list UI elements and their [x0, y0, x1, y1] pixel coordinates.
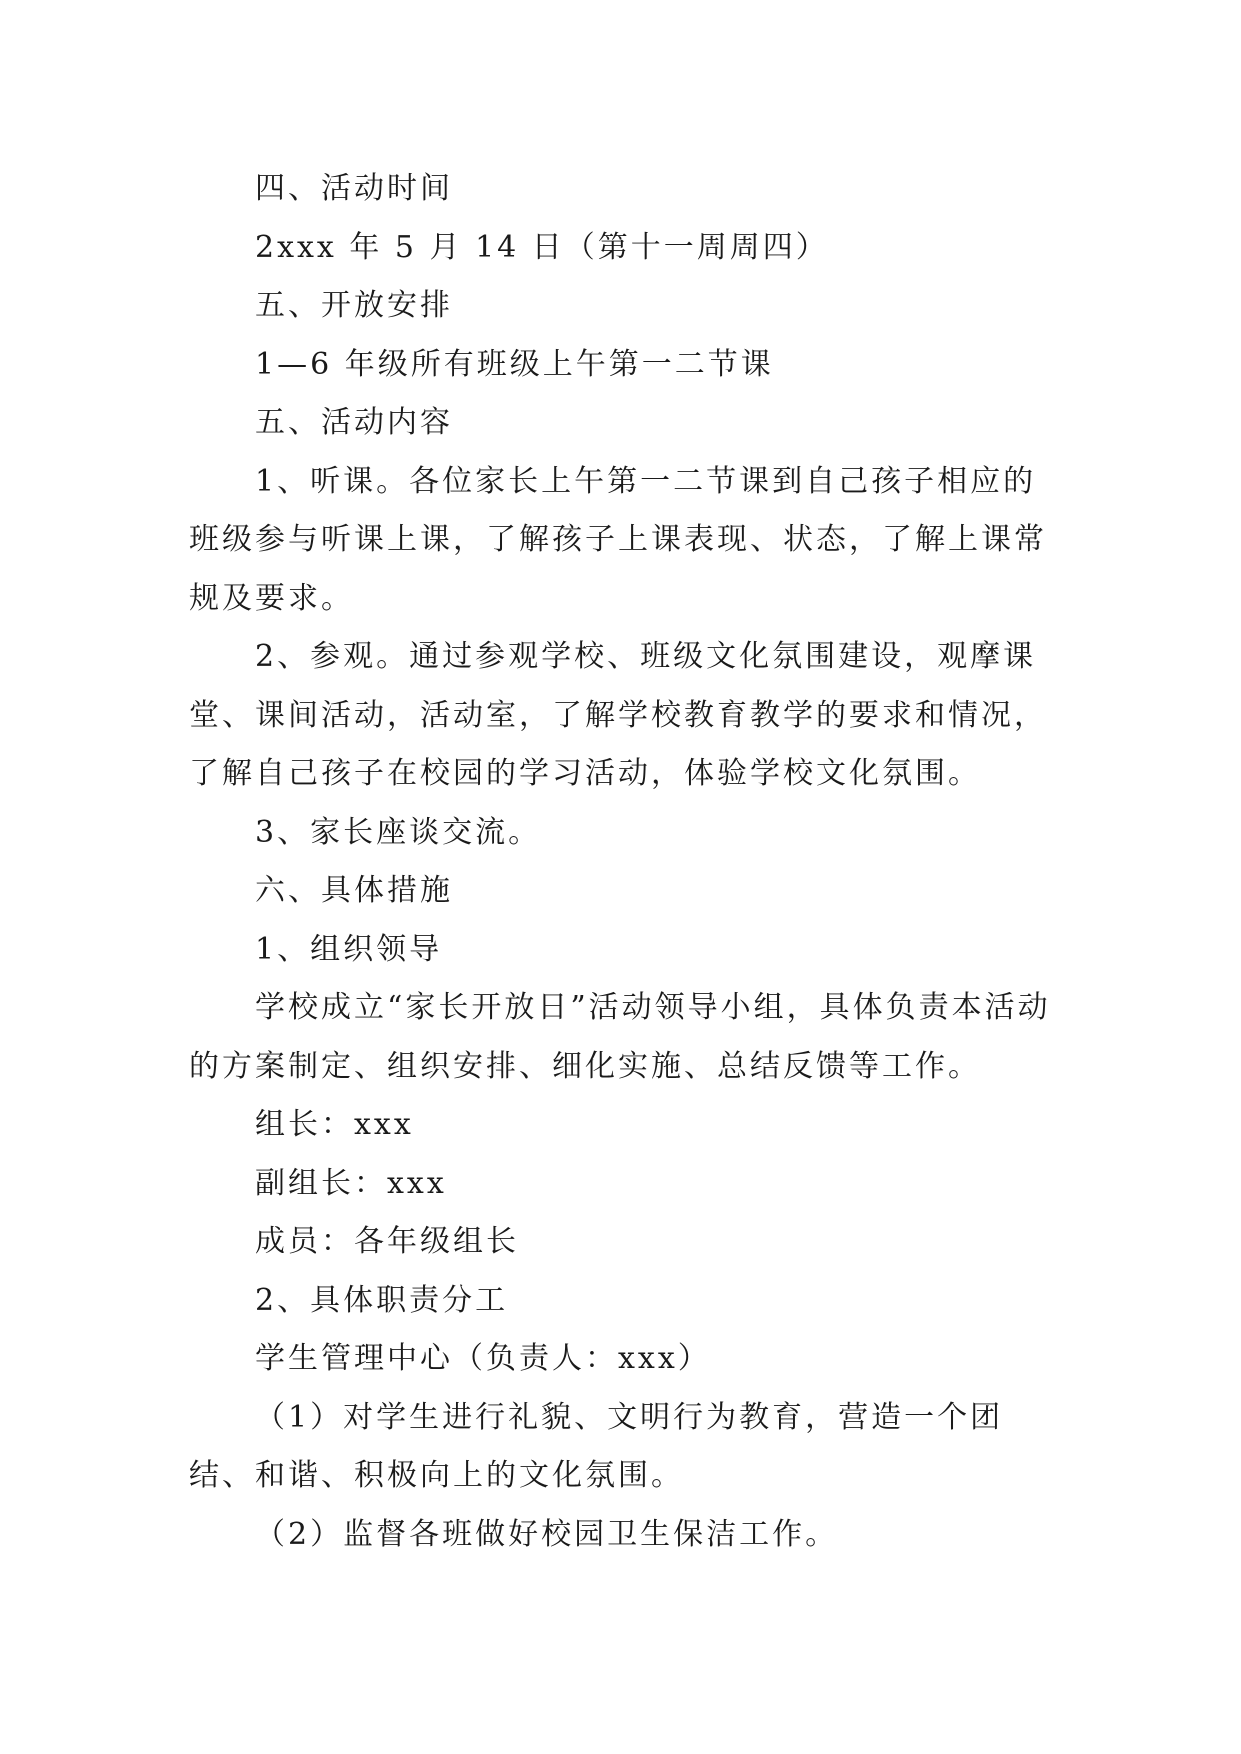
duty-item-1: （1）对学生进行礼貌、文明行为教育，营造一个团结、和谐、积极向上的文化氛围。 [189, 1399, 1004, 1493]
section-heading-activity-time: 四、活动时间 [255, 171, 453, 206]
subheading-organization: 1、组织领导 [255, 931, 443, 967]
group-leader: 组长：xxx [255, 1107, 414, 1142]
deputy-group-leader: 副组长：xxx [255, 1165, 447, 1201]
section-heading-activity-content: 五、活动内容 [255, 405, 453, 440]
content-item-discussion: 3、家长座谈交流。 [255, 814, 542, 850]
activity-date: 2xxx 年 5 月 14 日（第十一周周四） [255, 229, 829, 265]
duty-item-2: （2）监督各班做好校园卫生保洁工作。 [255, 1516, 839, 1552]
content-item-visit: 2、参观。通过参观学校、班级文化氛围建设，观摩课堂、课间活动，活动室，了解学校教育教学的要求和情况，了解自己孩子在校园的学习活动，体验学校文化氛围。 [189, 639, 1047, 791]
section-heading-measures: 六、具体措施 [255, 873, 453, 908]
group-members: 成员：各年级组长 [255, 1224, 519, 1259]
student-management-center: 学生管理中心（负责人：xxx） [255, 1341, 711, 1376]
document-body [189, 160, 1059, 1564]
open-arrangement-text: 1—6 年级所有班级上午第一二节课 [255, 346, 774, 382]
content-item-attend-class: 1、听课。各位家长上午第一二节课到自己孩子相应的班级参与听课上课，了解孩子上课表现、状态，了解上课常规及要求。 [189, 463, 1047, 616]
subheading-duties: 2、具体职责分工 [255, 1282, 509, 1318]
organization-text: 学校成立“家长开放日”活动领导小组，具体负责本活动的方案制定、组织安排、细化实施、总结反馈等工作。 [189, 990, 1051, 1084]
section-heading-open-arrangement: 五、开放安排 [255, 288, 453, 323]
